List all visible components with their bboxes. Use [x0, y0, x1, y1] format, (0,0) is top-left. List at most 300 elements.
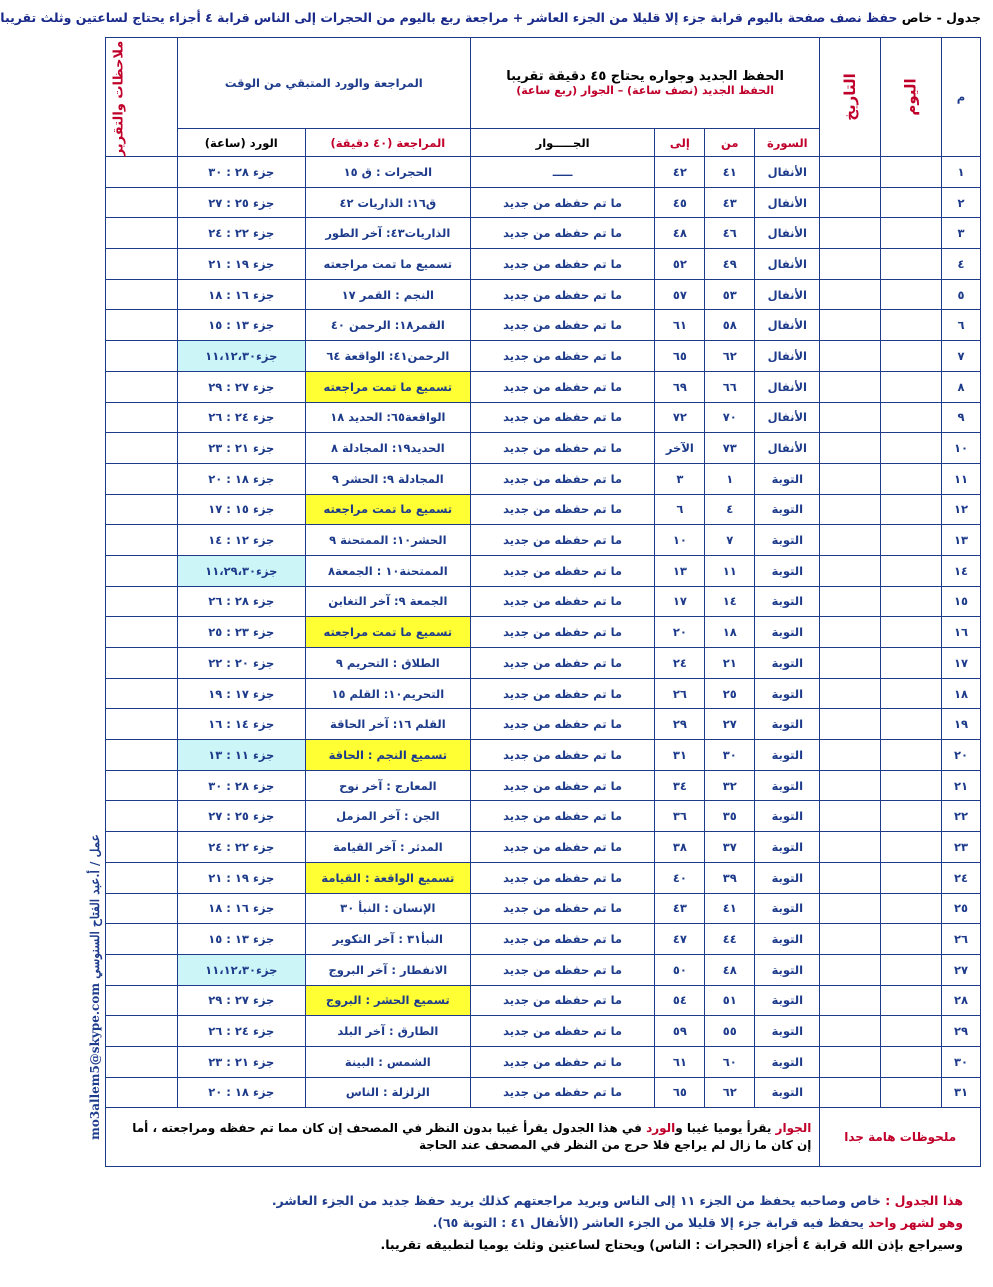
row-sura: الأنفال	[755, 310, 820, 341]
row-jiwar: ما تم حفظه من جديد	[470, 740, 655, 771]
table-row	[106, 586, 981, 617]
row-jiwar: ـــــ	[470, 157, 655, 188]
table-row	[106, 862, 981, 893]
row-sura: التوبة	[755, 770, 820, 801]
row-to: ٤٠	[655, 862, 705, 893]
row-notes	[106, 218, 178, 249]
row-notes	[106, 187, 178, 218]
table-row	[106, 740, 981, 771]
row-wird: جزء ١٩ : ٢١	[177, 862, 305, 893]
page-title	[0, 10, 981, 32]
row-number: ١٦	[941, 617, 980, 648]
row-day	[881, 310, 942, 341]
row-number: ١٣	[941, 525, 980, 556]
row-wird: جزء ٢١ : ٢٣	[177, 433, 305, 464]
row-from: ٣٩	[705, 862, 755, 893]
row-review: النبأ٣١ : آخر التكوير	[305, 924, 470, 955]
row-jiwar: ما تم حفظه من جديد	[470, 678, 655, 709]
row-review: الطارق : آخر البلد	[305, 1016, 470, 1047]
row-date	[820, 648, 881, 679]
row-sura: التوبة	[755, 555, 820, 586]
header-review-main: المراجعة والورد المتبقي من الوقت	[177, 38, 470, 129]
row-wird: جزء ١٤ : ١٦	[177, 709, 305, 740]
row-wird: جزء ١٦ : ١٨	[177, 279, 305, 310]
row-to: ٤٥	[655, 187, 705, 218]
row-review: تسميع الواقعة : القيامة	[305, 862, 470, 893]
row-sura: التوبة	[755, 709, 820, 740]
row-date	[820, 341, 881, 372]
table-row	[106, 1046, 981, 1077]
table-row	[106, 525, 981, 556]
row-notes	[106, 310, 178, 341]
author-credit	[85, 780, 103, 1200]
row-sura: التوبة	[755, 648, 820, 679]
row-day	[881, 709, 942, 740]
row-to: الآخر	[655, 433, 705, 464]
schedule-body	[106, 38, 981, 1167]
row-review: النجم : القمر ١٧	[305, 279, 470, 310]
row-day	[881, 586, 942, 617]
table-row	[106, 279, 981, 310]
row-wird: جزء ٢٤ : ٢٦	[177, 402, 305, 433]
row-review: تسميع ما تمت مراجعته	[305, 249, 470, 280]
row-wird: جزء ٢٥ : ٢٧	[177, 801, 305, 832]
row-date	[820, 586, 881, 617]
row-from: ٤	[705, 494, 755, 525]
row-day	[881, 893, 942, 924]
row-notes	[106, 832, 178, 863]
row-number: ٢٦	[941, 924, 980, 955]
header-notes: ملاحظات والتقرير	[106, 38, 178, 157]
row-to: ١٣	[655, 555, 705, 586]
row-jiwar: ما تم حفظه من جديد	[470, 924, 655, 955]
row-review: تسميع ما تمت مراجعته	[305, 494, 470, 525]
table-row	[106, 617, 981, 648]
row-date	[820, 862, 881, 893]
row-day	[881, 218, 942, 249]
row-from: ٥٣	[705, 279, 755, 310]
row-review: الذاريات٤٣: آخر الطور	[305, 218, 470, 249]
footer-line-1	[113, 1190, 963, 1212]
header-m: م	[941, 38, 980, 157]
notes-t2: في هذا الجدول يقرأ غيبا بدون النظر في المصحف إن كان مما تم حفظه ومراجعته ، أما إن كان ما زال لم يراجع فلا حرج من النظر في المصحف عند الحاجة	[132, 1120, 812, 1153]
row-sura: التوبة	[755, 463, 820, 494]
row-notes	[106, 862, 178, 893]
row-wird: جزء ٢٠ : ٢٢	[177, 648, 305, 679]
row-wird: جزء١١،١٢،٣٠	[177, 954, 305, 985]
row-day	[881, 924, 942, 955]
row-jiwar: ما تم حفظه من جديد	[470, 402, 655, 433]
row-number: ٩	[941, 402, 980, 433]
row-sura: التوبة	[755, 832, 820, 863]
row-date	[820, 371, 881, 402]
table-row	[106, 678, 981, 709]
footer-l1-blue: خاص وصاحبه يحفظ من الجزء ١١ إلى الناس ويريد مراجعتهم كذلك يريد حفظ جديد من الجزء العاشر.	[271, 1193, 886, 1208]
row-number: ٢٠	[941, 740, 980, 771]
row-from: ٤١	[705, 157, 755, 188]
row-notes	[106, 801, 178, 832]
row-jiwar: ما تم حفظه من جديد	[470, 187, 655, 218]
row-day	[881, 1016, 942, 1047]
row-jiwar: ما تم حفظه من جديد	[470, 341, 655, 372]
row-number: ٢٥	[941, 893, 980, 924]
row-date	[820, 187, 881, 218]
row-from: ٤٣	[705, 187, 755, 218]
row-from: ٥٥	[705, 1016, 755, 1047]
row-sura: التوبة	[755, 494, 820, 525]
row-wird: جزء ٢٣ : ٢٥	[177, 617, 305, 648]
row-sura: الأنفال	[755, 187, 820, 218]
row-jiwar: ما تم حفظه من جديد	[470, 1016, 655, 1047]
row-date	[820, 157, 881, 188]
row-notes	[106, 525, 178, 556]
row-date	[820, 310, 881, 341]
row-wird: جزء ٢٨ : ٢٦	[177, 586, 305, 617]
row-date	[820, 954, 881, 985]
row-from: ٧٣	[705, 433, 755, 464]
row-jiwar: ما تم حفظه من جديد	[470, 586, 655, 617]
row-day	[881, 1077, 942, 1108]
row-to: ١٠	[655, 525, 705, 556]
row-date	[820, 985, 881, 1016]
row-from: ٢١	[705, 648, 755, 679]
row-notes	[106, 433, 178, 464]
table-row	[106, 648, 981, 679]
table-row	[106, 371, 981, 402]
row-sura: التوبة	[755, 1077, 820, 1108]
row-day	[881, 832, 942, 863]
row-day	[881, 371, 942, 402]
row-jiwar: ما تم حفظه من جديد	[470, 954, 655, 985]
row-day	[881, 1046, 942, 1077]
row-sura: الأنفال	[755, 218, 820, 249]
row-date	[820, 463, 881, 494]
header-jiwar: الجـــــوار	[470, 129, 655, 157]
notes-w2: الورد	[646, 1120, 676, 1135]
row-notes	[106, 617, 178, 648]
row-date	[820, 1016, 881, 1047]
row-wird: جزء ١٧ : ١٩	[177, 678, 305, 709]
row-day	[881, 954, 942, 985]
table-row	[106, 801, 981, 832]
footer-l2-blue: يحفظ فيه قرابة جزء إلا قليلا من الجزء العاشر (الأنفال ٤١ : التوبة ٦٥).	[432, 1214, 869, 1230]
row-number: ٧	[941, 341, 980, 372]
row-to: ٣٨	[655, 832, 705, 863]
header-to: إلى	[655, 129, 705, 157]
author-credit-text: عمل / أ.عبد الفتاح السنوسي mo3allem5@skype.com	[88, 834, 102, 1140]
row-number: ٣١	[941, 1077, 980, 1108]
row-day	[881, 555, 942, 586]
row-sura: التوبة	[755, 862, 820, 893]
row-wird: جزء ٢٨ : ٣٠	[177, 157, 305, 188]
footer-notes	[113, 1190, 963, 1256]
schedule-table	[105, 37, 981, 1167]
row-number: ١١	[941, 463, 980, 494]
row-notes	[106, 678, 178, 709]
row-review: الحشر١٠: الممتحنة ٩	[305, 525, 470, 556]
row-number: ١٥	[941, 586, 980, 617]
row-sura: التوبة	[755, 617, 820, 648]
row-from: ٦٢	[705, 341, 755, 372]
row-from: ٤٦	[705, 218, 755, 249]
header-new-sub: الحفظ الجديد (نصف ساعة) – الجوار (ربع ساعة)	[516, 84, 774, 97]
table-row	[106, 893, 981, 924]
row-review: الإنسان : النبأ ٣٠	[305, 893, 470, 924]
table-row	[106, 1016, 981, 1047]
footer-line-3: وسيراجع بإذن الله قرابة ٤ أجزاء (الحجرات : الناس) ويحتاج لساعتين وثلث يوميا لتطبيقه تقريبا.	[380, 1236, 963, 1252]
row-to: ٣١	[655, 740, 705, 771]
table-row	[106, 463, 981, 494]
row-review: الطلاق : التحريم ٩	[305, 648, 470, 679]
row-notes	[106, 555, 178, 586]
row-date	[820, 740, 881, 771]
table-row	[106, 310, 981, 341]
title-prefix: جدول - خاص	[901, 10, 981, 25]
row-date	[820, 249, 881, 280]
row-jiwar: ما تم حفظه من جديد	[470, 555, 655, 586]
row-to: ٦٥	[655, 1077, 705, 1108]
row-review: المجادلة ٩: الحشر ٩	[305, 463, 470, 494]
row-day	[881, 494, 942, 525]
row-review: تسميع ما تمت مراجعته	[305, 371, 470, 402]
header-day: اليوم	[881, 38, 942, 157]
row-number: ٣٠	[941, 1046, 980, 1077]
row-from: ٥١	[705, 985, 755, 1016]
table-row	[106, 249, 981, 280]
row-notes	[106, 1016, 178, 1047]
row-review: الجن : آخر المزمل	[305, 801, 470, 832]
row-review: التحريم١٠: القلم ١٥	[305, 678, 470, 709]
row-day	[881, 678, 942, 709]
row-to: ٤٣	[655, 893, 705, 924]
row-to: ٧٢	[655, 402, 705, 433]
row-sura: الأنفال	[755, 433, 820, 464]
row-date	[820, 709, 881, 740]
row-jiwar: ما تم حفظه من جديد	[470, 770, 655, 801]
row-sura: التوبة	[755, 740, 820, 771]
row-notes	[106, 1046, 178, 1077]
row-day	[881, 740, 942, 771]
row-notes	[106, 740, 178, 771]
header-new-main: الحفظ الجديد وجواره يحتاج ٤٥ دقيقة تقريبا	[506, 69, 784, 84]
row-wird: جزء ٢٧ : ٢٩	[177, 985, 305, 1016]
table-row	[106, 985, 981, 1016]
row-wird: جزء ٢٨ : ٣٠	[177, 770, 305, 801]
row-number: ٥	[941, 279, 980, 310]
row-from: ١	[705, 463, 755, 494]
row-jiwar: ما تم حفظه من جديد	[470, 801, 655, 832]
row-jiwar: ما تم حفظه من جديد	[470, 832, 655, 863]
row-notes	[106, 648, 178, 679]
row-from: ٤٨	[705, 954, 755, 985]
row-jiwar: ما تم حفظه من جديد	[470, 310, 655, 341]
notes-label: ملحوظات هامة جدا	[820, 1108, 981, 1167]
row-to: ٢٦	[655, 678, 705, 709]
row-number: ٣	[941, 218, 980, 249]
row-to: ٢٩	[655, 709, 705, 740]
row-wird: جزء ١٦ : ١٨	[177, 893, 305, 924]
row-sura: التوبة	[755, 1016, 820, 1047]
row-review: تسميع ما تمت مراجعته	[305, 617, 470, 648]
row-sura: الأنفال	[755, 157, 820, 188]
row-review: تسميع الحشر : البروج	[305, 985, 470, 1016]
row-sura: الأنفال	[755, 279, 820, 310]
row-from: ٧٠	[705, 402, 755, 433]
row-to: ٥٩	[655, 1016, 705, 1047]
row-to: ٦٥	[655, 341, 705, 372]
row-from: ٤١	[705, 893, 755, 924]
header-review: المراجعة (٤٠ دقيقة)	[305, 129, 470, 157]
row-from: ١٨	[705, 617, 755, 648]
row-wird: جزء ٢٧ : ٢٩	[177, 371, 305, 402]
table-row	[106, 709, 981, 740]
row-date	[820, 770, 881, 801]
row-review: تسميع النجم : الحاقة	[305, 740, 470, 771]
row-to: ٤٨	[655, 218, 705, 249]
row-to: ٣٤	[655, 770, 705, 801]
row-number: ٢١	[941, 770, 980, 801]
row-review: الجمعة ٩: آخر التغابن	[305, 586, 470, 617]
row-wird: جزء ١٩ : ٢١	[177, 249, 305, 280]
row-wird: جزء ١٣ : ١٥	[177, 310, 305, 341]
row-review: الواقعة٦٥: الحديد ١٨	[305, 402, 470, 433]
row-wird: جزء ٢٢ : ٢٤	[177, 832, 305, 863]
row-day	[881, 648, 942, 679]
table-row	[106, 770, 981, 801]
row-to: ٥٢	[655, 249, 705, 280]
row-from: ٢٧	[705, 709, 755, 740]
row-wird: جزء ٢٤ : ٢٦	[177, 1016, 305, 1047]
row-notes	[106, 586, 178, 617]
row-day	[881, 249, 942, 280]
row-number: ٦	[941, 310, 980, 341]
table-row	[106, 832, 981, 863]
row-to: ٦١	[655, 1046, 705, 1077]
row-review: الرحمن٤١: الواقعة ٦٤	[305, 341, 470, 372]
row-notes	[106, 709, 178, 740]
row-jiwar: ما تم حفظه من جديد	[470, 249, 655, 280]
row-date	[820, 1046, 881, 1077]
row-sura: الأنفال	[755, 341, 820, 372]
row-notes	[106, 985, 178, 1016]
row-to: ١٧	[655, 586, 705, 617]
table-row	[106, 218, 981, 249]
row-date	[820, 279, 881, 310]
header-from: من	[705, 129, 755, 157]
table-row	[106, 187, 981, 218]
row-number: ٨	[941, 371, 980, 402]
row-notes	[106, 1077, 178, 1108]
row-jiwar: ما تم حفظه من جديد	[470, 1077, 655, 1108]
row-number: ١٨	[941, 678, 980, 709]
row-day	[881, 433, 942, 464]
footer-l1-red: هذا الجدول :	[885, 1193, 963, 1208]
row-from: ٤٩	[705, 249, 755, 280]
row-wird: جزء ٢١ : ٢٣	[177, 1046, 305, 1077]
row-number: ١٩	[941, 709, 980, 740]
row-review: ق١٦: الذاريات ٤٢	[305, 187, 470, 218]
row-date	[820, 893, 881, 924]
row-wird: جزء ١٨ : ٢٠	[177, 1077, 305, 1108]
footer-l2-red: وهو لشهر واحد	[868, 1214, 963, 1230]
row-wird: جزء ٢٢ : ٢٤	[177, 218, 305, 249]
row-notes	[106, 770, 178, 801]
row-review: القمر١٨: الرحمن ٤٠	[305, 310, 470, 341]
row-wird: جزء ١٨ : ٢٠	[177, 463, 305, 494]
row-day	[881, 463, 942, 494]
row-review: الشمس : البينة	[305, 1046, 470, 1077]
header-wird: الورد (ساعة)	[177, 129, 305, 157]
row-to: ٦٩	[655, 371, 705, 402]
row-date	[820, 402, 881, 433]
row-number: ١٠	[941, 433, 980, 464]
header-new-memorization	[470, 38, 820, 129]
row-review: المدثر : آخر القيامة	[305, 832, 470, 863]
row-notes	[106, 463, 178, 494]
table-row	[106, 157, 981, 188]
row-from: ١٤	[705, 586, 755, 617]
notes-w1: الجوار	[775, 1120, 812, 1135]
row-number: ١٢	[941, 494, 980, 525]
row-jiwar: ما تم حفظه من جديد	[470, 862, 655, 893]
row-from: ٤٤	[705, 924, 755, 955]
row-to: ٤٧	[655, 924, 705, 955]
row-to: ٥٤	[655, 985, 705, 1016]
row-from: ٧	[705, 525, 755, 556]
row-notes	[106, 494, 178, 525]
table-row	[106, 494, 981, 525]
table-row	[106, 555, 981, 586]
row-wird: جزء ٢٥ : ٢٧	[177, 187, 305, 218]
row-from: ٥٨	[705, 310, 755, 341]
row-number: ٢٣	[941, 832, 980, 863]
row-sura: التوبة	[755, 525, 820, 556]
row-day	[881, 801, 942, 832]
row-date	[820, 924, 881, 955]
row-jiwar: ما تم حفظه من جديد	[470, 279, 655, 310]
row-to: ٢٠	[655, 617, 705, 648]
row-sura: الأنفال	[755, 402, 820, 433]
row-notes	[106, 371, 178, 402]
row-jiwar: ما تم حفظه من جديد	[470, 617, 655, 648]
row-from: ٣٠	[705, 740, 755, 771]
row-to: ٦	[655, 494, 705, 525]
row-jiwar: ما تم حفظه من جديد	[470, 525, 655, 556]
row-day	[881, 157, 942, 188]
row-number: ٢٧	[941, 954, 980, 985]
row-review: الحديد١٩: المجادلة ٨	[305, 433, 470, 464]
row-notes	[106, 341, 178, 372]
row-wird: جزء ١١ : ١٣	[177, 740, 305, 771]
footer-line-2	[113, 1212, 963, 1234]
row-jiwar: ما تم حفظه من جديد	[470, 218, 655, 249]
row-jiwar: ما تم حفظه من جديد	[470, 463, 655, 494]
row-review: الزلزلة : الناس	[305, 1077, 470, 1108]
notes-body	[106, 1108, 820, 1167]
row-from: ٦٢	[705, 1077, 755, 1108]
row-sura: الأنفال	[755, 249, 820, 280]
row-sura: التوبة	[755, 924, 820, 955]
row-to: ٦١	[655, 310, 705, 341]
row-from: ٣٢	[705, 770, 755, 801]
row-jiwar: ما تم حفظه من جديد	[470, 494, 655, 525]
row-number: ٢٨	[941, 985, 980, 1016]
row-to: ٤٢	[655, 157, 705, 188]
row-date	[820, 555, 881, 586]
row-day	[881, 862, 942, 893]
row-sura: التوبة	[755, 893, 820, 924]
row-from: ٣٧	[705, 832, 755, 863]
